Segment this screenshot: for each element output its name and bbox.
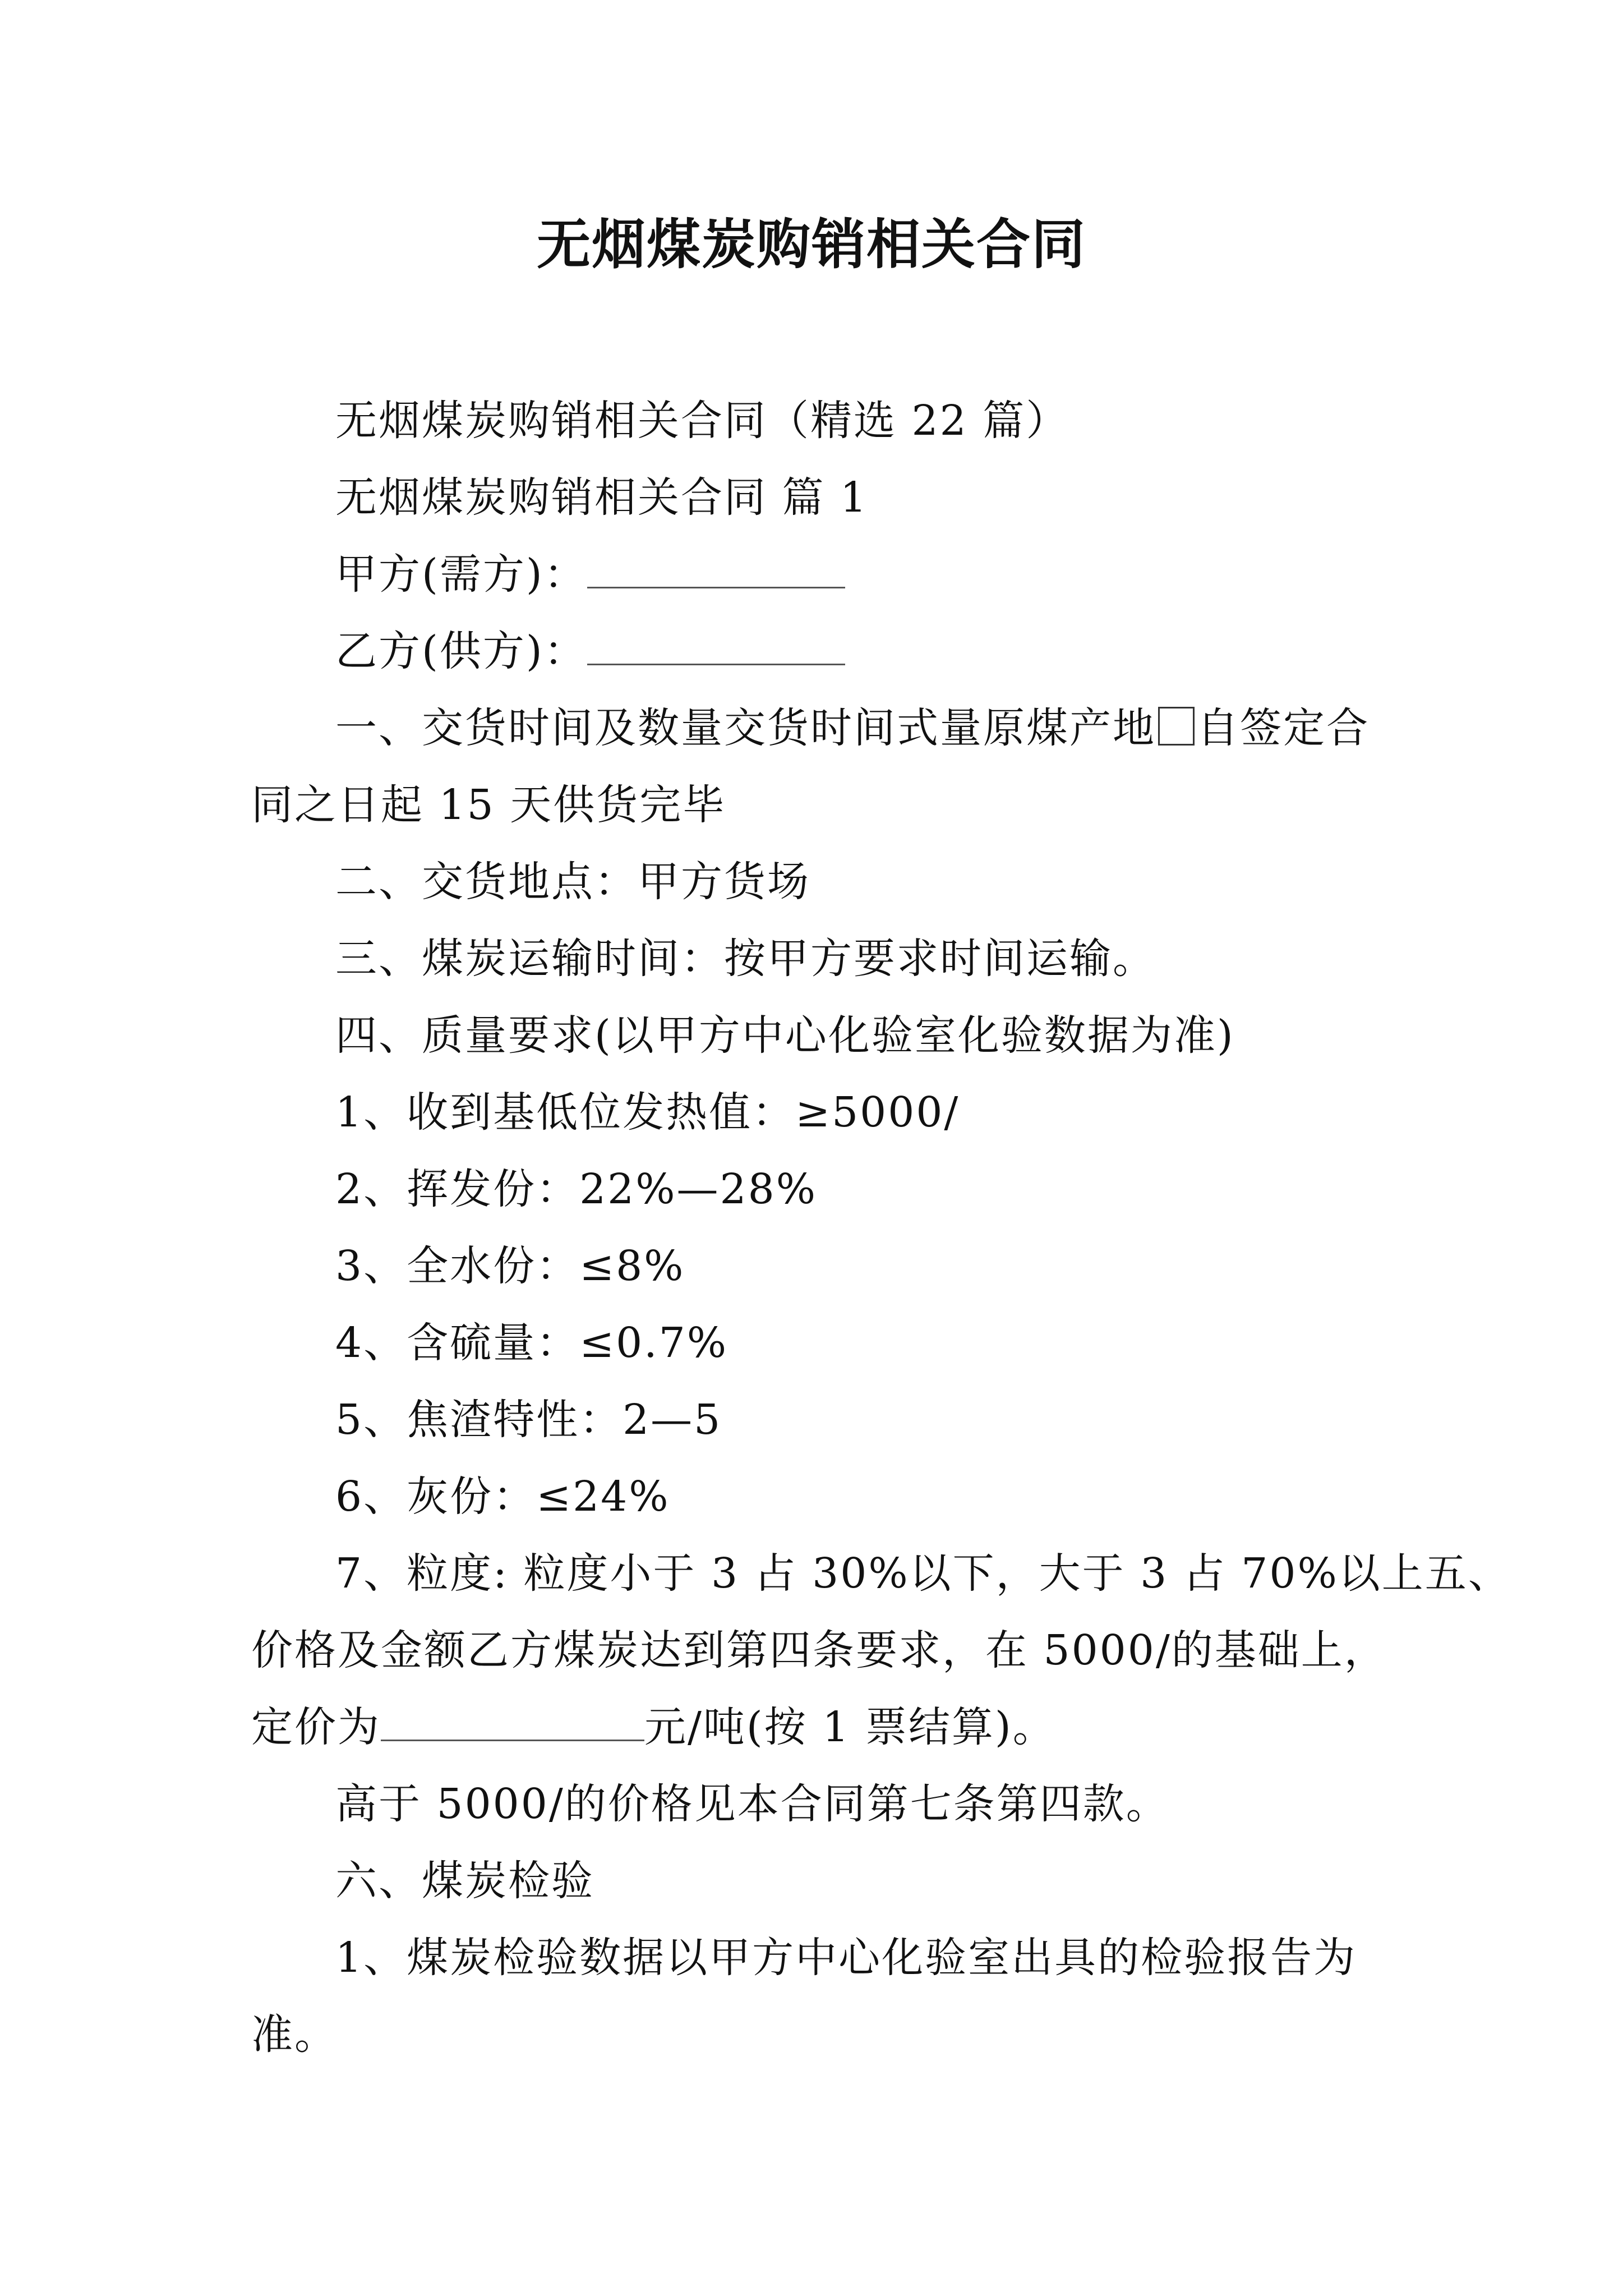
checkbox-square-icon [1158,707,1195,746]
party-a-line [251,536,1390,613]
price-blank [381,1702,644,1741]
clause-5-price: 价格及金额乙方煤炭达到第四条要求，在 5000/的基础上， [251,1626,1387,1674]
quality-item-1: 1、收到基低位发热值：≥5000/ [335,1088,960,1137]
party-a-label: 甲方(需方)： [335,550,587,599]
quality-item-2: 2、挥发份：22%—28% [335,1165,818,1213]
party-b-blank [587,626,845,665]
inspection-item-1: 1、煤炭检验数据以甲方中心化验室出具的检验报告为 [335,1934,1357,1982]
clause-4: 四、质量要求(以甲方中心化验室化验数据为准) [335,1011,1235,1060]
party-a-blank [587,549,845,588]
document-title: 无烟煤炭购销相关合同 [537,213,1086,276]
quality-item-4: 4、含硫量：≤0.7% [335,1319,728,1367]
quality-item-5: 5、焦渣特性：2—5 [335,1396,722,1444]
document-body [251,383,1511,2073]
clause-1-text-a: 一、交货时间及数量交货时间式量原煤产地 [335,704,1156,752]
price-note: 高于 5000/的价格见本合同第七条第四款。 [335,1780,1169,1828]
price-line [251,1689,1390,1766]
quality-item-3: 3、全水份：≤8% [335,1242,685,1290]
quality-item-6: 6、灰份：≤24% [335,1473,670,1521]
paragraph-subtitle: 无烟煤炭购销相关合同（精选 22 篇） [335,397,1069,445]
party-b-label: 乙方(供方)： [335,627,587,675]
clause-2: 二、交货地点：甲方货场 [335,858,810,906]
clause-6: 六、煤炭检验 [335,1857,594,1905]
clause-3: 三、煤炭运输时间：按甲方要求时间运输。 [335,935,1156,983]
inspection-item-1-continued: 准。 [251,2010,338,2059]
price-unit: 元/吨(按 1 票结算)。 [644,1703,1056,1751]
price-label: 定价为 [251,1703,381,1751]
clause-1 [251,690,1390,767]
clause-1-text-b: 自签定合 [1197,704,1370,752]
quality-item-7: 7、粒度: 粒度小于 3 占 30%以下，大于 3 占 70%以上五、 [335,1549,1511,1598]
clause-1-continued: 同之日起 15 天供货完毕 [251,781,726,829]
party-b-line [251,613,1390,690]
paragraph-section-heading: 无烟煤炭购销相关合同 篇 1 [335,473,869,522]
